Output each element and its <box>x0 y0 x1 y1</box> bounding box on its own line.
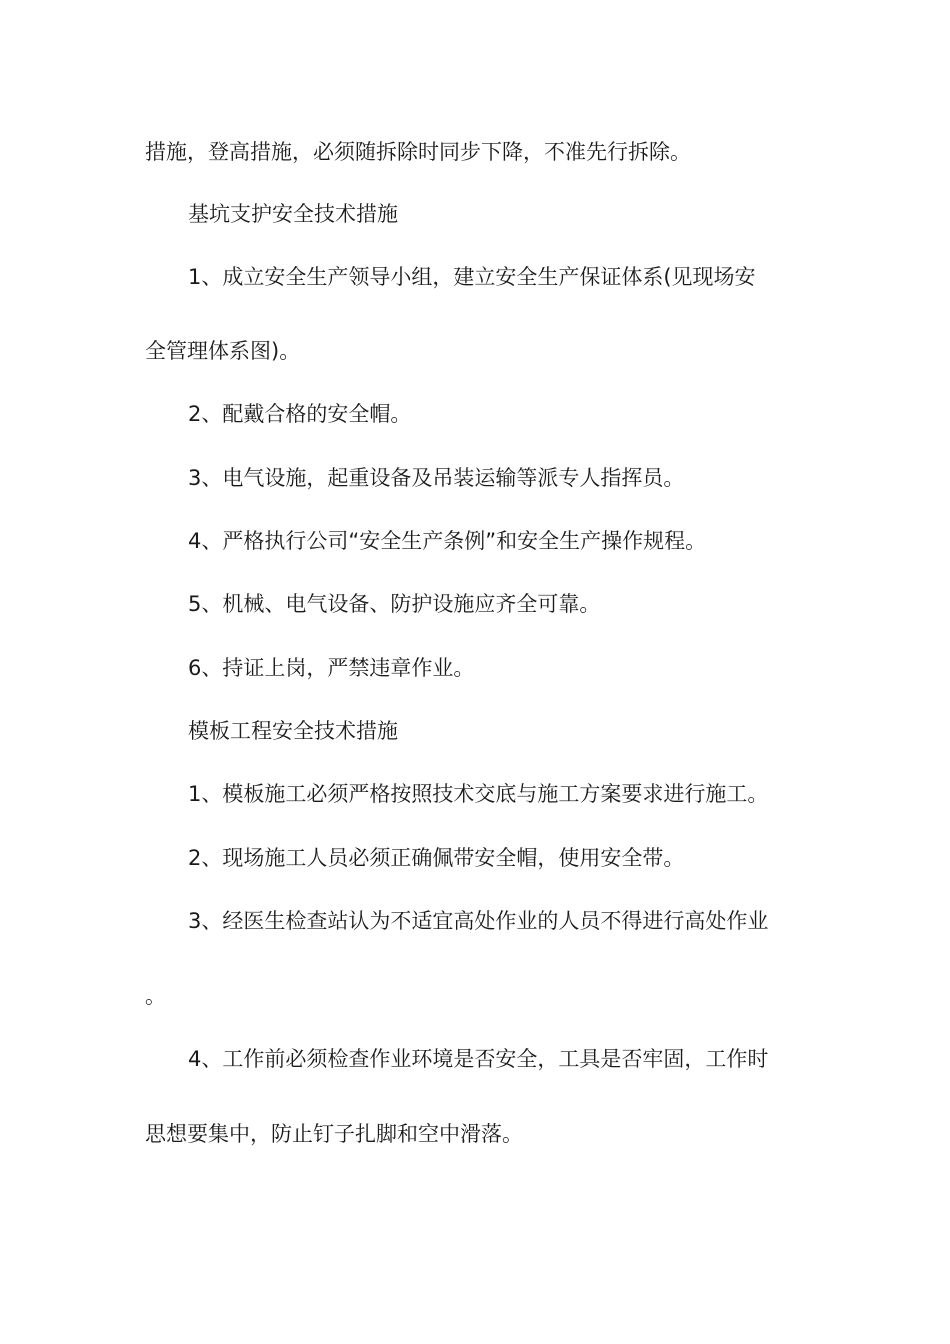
paragraph-line: 2、现场施工人员必须正确佩带安全帽，使用安全带。 <box>188 846 685 870</box>
paragraph-line: 6、持证上岗，严禁违章作业。 <box>188 656 475 680</box>
paragraph-line: 3、经医生检查站认为不适宜高处作业的人员不得进行高处作业 <box>188 909 769 933</box>
paragraph-line: 3、电气设施，起重设备及吊装运输等派专人指挥员。 <box>188 466 685 490</box>
section-heading: 基坑支护安全技术措施 <box>188 202 398 226</box>
paragraph-line: 1、成立安全生产领导小组，建立安全生产保证体系(见现场安 <box>188 265 756 289</box>
paragraph-line: 思想要集中，防止钉子扎脚和空中滑落。 <box>145 1122 523 1146</box>
paragraph-line: 全管理体系图)。 <box>145 339 301 363</box>
paragraph-line: 4、严格执行公司“安全生产条例”和安全生产操作规程。 <box>188 529 707 553</box>
paragraph-line: 。 <box>145 984 166 1008</box>
section-heading: 模板工程安全技术措施 <box>188 719 398 743</box>
paragraph-line: 措施，登高措施，必须随拆除时同步下降，不准先行拆除。 <box>145 140 691 164</box>
paragraph-line: 4、工作前必须检查作业环境是否安全，工具是否牢固，工作时 <box>188 1047 769 1071</box>
paragraph-line: 5、机械、电气设备、防护设施应齐全可靠。 <box>188 592 601 616</box>
paragraph-line: 2、配戴合格的安全帽。 <box>188 402 412 426</box>
paragraph-line: 1、模板施工必须严格按照技术交底与施工方案要求进行施工。 <box>188 782 769 806</box>
